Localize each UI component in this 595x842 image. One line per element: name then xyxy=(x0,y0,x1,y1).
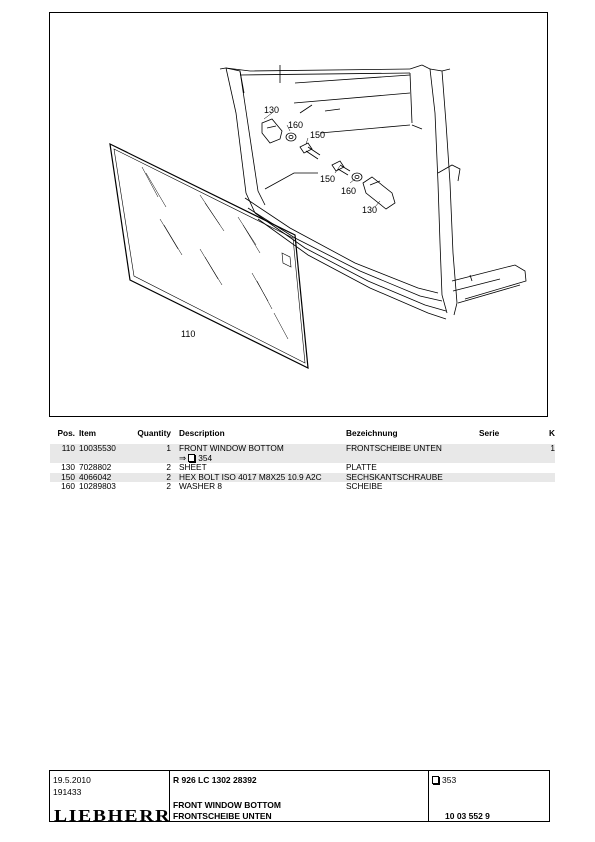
row-qty: 2 xyxy=(125,473,171,483)
title-german: FRONTSCHEIBE UNTEN xyxy=(173,811,272,821)
header-quantity: Quantity xyxy=(137,428,171,438)
parts-illustration xyxy=(49,12,548,417)
machine-model: R 926 LC 1302 28392 xyxy=(173,775,257,785)
row-item: 7028802 xyxy=(79,462,112,473)
row-pos: 130 xyxy=(61,462,75,473)
row-item: 10035530 xyxy=(75,444,125,463)
liebherr-logo: LIEBHERR xyxy=(54,806,172,825)
row-k xyxy=(542,463,555,473)
header-item: Item xyxy=(79,428,97,438)
row-description: SHEET xyxy=(179,462,207,473)
row-bezeichnung: FRONTSCHEIBE UNTEN xyxy=(346,444,479,463)
arrow-right-icon: ⇒ xyxy=(179,452,186,463)
row-description: HEX BOLT ISO 4017 M8X25 10.9 A2C xyxy=(171,473,346,483)
header-serie: Serie xyxy=(479,428,500,438)
header-k: K xyxy=(549,428,555,438)
row-qty: 2 xyxy=(166,481,171,492)
document-code: 191433 xyxy=(53,787,82,797)
row-bezeichnung: PLATTE xyxy=(346,462,377,473)
header-bezeichnung: Bezeichnung xyxy=(346,428,398,438)
callout-110: 110 xyxy=(181,329,196,339)
print-date: 19.5.2010 xyxy=(53,775,91,785)
row-k: 1 xyxy=(542,444,555,463)
page-reference-number: 354 xyxy=(198,452,213,463)
callout-150-left: 150 xyxy=(310,130,326,140)
table-row xyxy=(50,482,555,492)
row-k xyxy=(542,482,555,492)
table-row xyxy=(50,473,555,483)
callout-160-left: 160 xyxy=(288,120,304,130)
header-pos: Pos. xyxy=(57,428,75,438)
row-qty: 1 xyxy=(125,444,171,463)
row-description xyxy=(171,444,346,463)
divider xyxy=(428,771,429,821)
row-serie xyxy=(479,444,542,463)
page-reference xyxy=(432,775,456,785)
table-row xyxy=(50,444,555,463)
row-qty: 2 xyxy=(166,462,171,473)
row-pos: 160 xyxy=(61,481,75,492)
page-icon xyxy=(432,776,439,784)
callout-150-right: 150 xyxy=(320,174,336,184)
row-item: 4066042 xyxy=(75,473,125,483)
row-serie xyxy=(479,463,542,473)
title-english: FRONT WINDOW BOTTOM xyxy=(173,800,281,810)
row-serie xyxy=(479,482,542,492)
callout-160-right: 160 xyxy=(341,186,357,196)
callout-130-left: 130 xyxy=(264,105,280,115)
title-block xyxy=(49,770,550,825)
callout-130-right: 130 xyxy=(362,205,378,215)
row-serie xyxy=(479,473,542,483)
row-bezeichnung: SCHEIBE xyxy=(346,481,383,492)
header-description: Description xyxy=(179,428,225,438)
parts-table xyxy=(50,426,555,492)
page-number: 353 xyxy=(442,775,457,785)
row-pos: 110 xyxy=(50,444,75,463)
drawing-number: 10 03 552 9 xyxy=(445,811,490,821)
exploded-view-drawing xyxy=(50,13,548,417)
row-item: 10289803 xyxy=(79,481,116,492)
row-bezeichnung: SECHSKANTSCHRAUBE xyxy=(346,473,479,483)
row-pos: 150 xyxy=(50,473,75,483)
page-icon xyxy=(188,454,195,462)
row-desc-text: FRONT WINDOW BOTTOM xyxy=(179,443,284,453)
row-k xyxy=(542,473,555,483)
table-header-row xyxy=(50,426,555,444)
row-description: WASHER 8 xyxy=(179,481,223,492)
